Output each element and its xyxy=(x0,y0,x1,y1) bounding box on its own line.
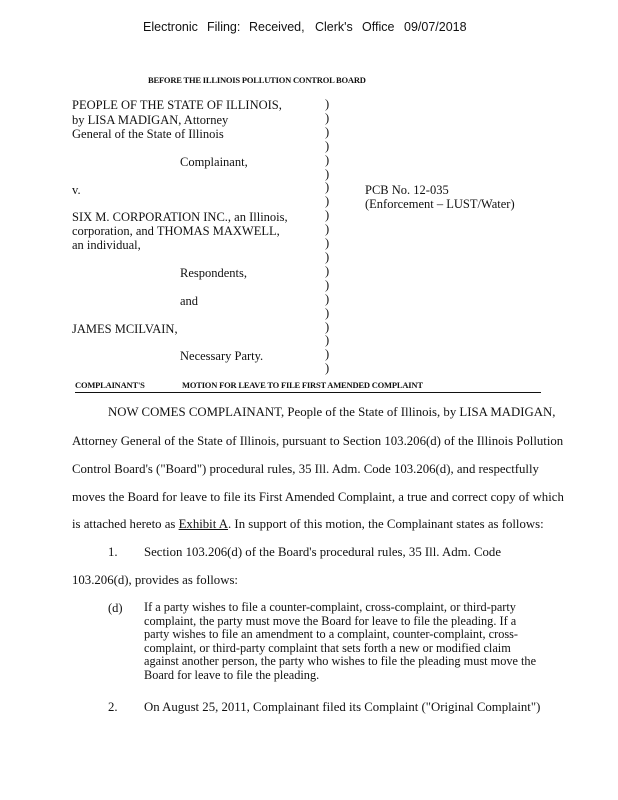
board-heading: BEFORE THE ILLINOIS POLLUTION CONTROL BOARD xyxy=(148,75,366,85)
motion-title-left: COMPLAINANT'S xyxy=(75,380,145,390)
caption-versus: v. xyxy=(72,183,81,197)
quote-text: If a party wishes to file a counter-complaint, cross-complaint, or third-party complaint, the party must move the Board for leave to file the pleading. If a party wishes to file an amendment to a complaint, counter-complaint, cross-complaint, or third-party complaint that sets forth a new or modified claim against another person, the party who wishes to file the pleading must move the Board for leave to file the pleading. xyxy=(144,600,537,682)
caption-defendant-line3: an individual, xyxy=(72,238,141,252)
caption-parentheses: ) ) ) ) ) ) ) ) ) ) ) ) ) ) ) ) ) ) ) ) xyxy=(325,97,330,376)
case-enforcement: (Enforcement – LUST/Water) xyxy=(365,197,515,211)
caption-complainant: Complainant, xyxy=(180,155,248,169)
motion-title-underline xyxy=(75,392,541,393)
header-electronic: Electronic xyxy=(143,20,198,34)
header-date: 09/07/2018 xyxy=(404,20,467,34)
caption-and: and xyxy=(180,294,199,308)
caption-people-line3: General of the State of Illinois xyxy=(72,127,224,141)
paragraph-1-number: 1. xyxy=(108,545,118,559)
case-number: PCB No. 12-035 xyxy=(365,183,449,197)
intro-line4: moves the Board for leave to file its First Amended Complaint, a true and correct copy of which xyxy=(72,490,564,504)
intro-line2: Attorney General of the State of Illinois, pursuant to Section 103.206(d) of the Illinois Pollution xyxy=(72,434,564,448)
caption-people-line2: by LISA MADIGAN, Attorney xyxy=(72,113,229,127)
intro-line5-end: . In support of this motion, the Complainant states as follows: xyxy=(228,517,544,531)
paragraph-1-line1: Section 103.206(d) of the Board's procedural rules, 35 Ill. Adm. Code xyxy=(144,545,501,559)
caption-necessary-party-name: JAMES MCILVAIN, xyxy=(72,322,178,336)
quote-label: (d) xyxy=(108,601,123,615)
intro-line5-start: is attached hereto as xyxy=(72,517,176,531)
intro-line1: NOW COMES COMPLAINANT, People of the State of Illinois, by LISA MADIGAN, xyxy=(108,405,556,419)
intro-line5 xyxy=(72,517,544,532)
exhibit-a-reference: Exhibit A xyxy=(178,517,229,531)
header-received: Received, xyxy=(249,20,305,34)
caption-people-line1: PEOPLE OF THE STATE OF ILLINOIS, xyxy=(72,98,282,112)
paragraph-2-number: 2. xyxy=(108,700,118,714)
header-office: Office xyxy=(362,20,395,34)
caption-defendant-line2: corporation, and THOMAS MAXWELL, xyxy=(72,224,280,238)
motion-title-right: MOTION FOR LEAVE TO FILE FIRST AMENDED COMPLAINT xyxy=(182,380,423,390)
caption-defendant-line1: SIX M. CORPORATION INC., an Illinois, xyxy=(72,210,288,224)
paragraph-2-text: On August 25, 2011, Complainant filed its Complaint ("Original Complaint") xyxy=(144,700,541,714)
header-clerks: Clerk's xyxy=(315,20,353,34)
intro-line3: Control Board's ("Board") procedural rules, 35 Ill. Adm. Code 103.206(d), and respectfully xyxy=(72,462,539,476)
paragraph-1-line2: 103.206(d), provides as follows: xyxy=(72,573,238,587)
header-filing: Filing: xyxy=(207,20,241,34)
caption-necessary-party: Necessary Party. xyxy=(180,349,264,363)
caption-respondents: Respondents, xyxy=(180,266,248,280)
